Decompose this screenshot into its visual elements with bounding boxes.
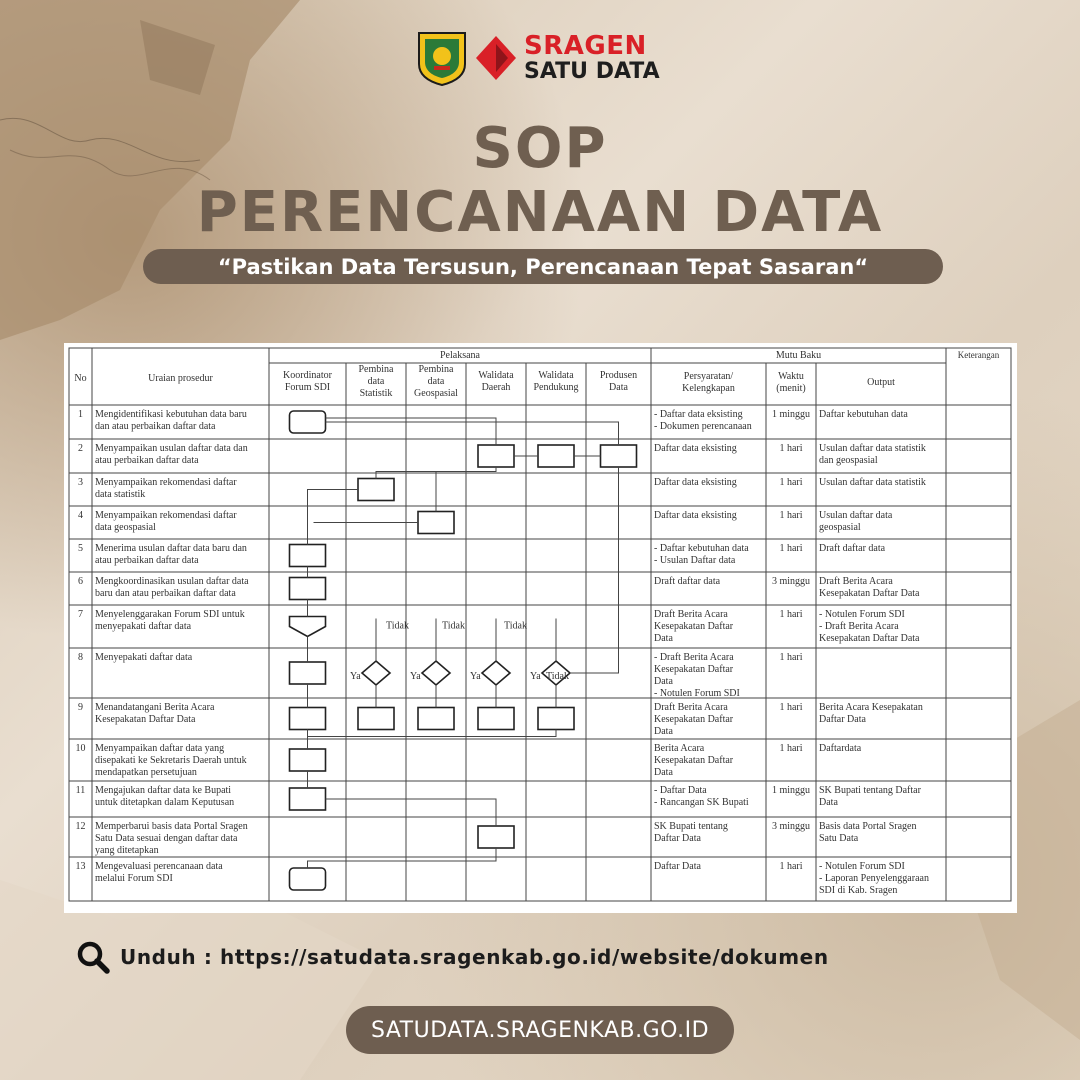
row-uraian: atau perbaikan daftar data xyxy=(95,555,199,566)
row-uraian: Menyampaikan rekomendasi daftar xyxy=(95,477,237,488)
flow-connector xyxy=(570,467,619,673)
header-mutu-baku: Mutu Baku xyxy=(775,350,822,361)
row-waktu: 3 minggu xyxy=(771,576,811,587)
row-uraian: data statistik xyxy=(95,489,146,500)
header-actor: Forum SDI xyxy=(284,382,331,393)
flow-process-box xyxy=(601,445,637,467)
row-waktu: 1 hari xyxy=(779,702,803,713)
header-actor: Walidata xyxy=(538,370,574,381)
flow-decision-diamond xyxy=(482,661,510,685)
flow-process-box xyxy=(290,545,326,567)
row-uraian: Mengkoordinasikan usulan daftar data xyxy=(95,576,249,587)
row-number: 2 xyxy=(78,443,83,454)
row-persyaratan: Data xyxy=(654,676,673,687)
brand-subtitle: SATU DATA xyxy=(524,59,660,84)
row-uraian: Menandatangani Berita Acara xyxy=(95,702,215,713)
row-uraian: yang ditetapkan xyxy=(95,845,159,856)
row-output: Data xyxy=(819,797,838,808)
row-output: - Draft Berita Acara xyxy=(819,621,899,632)
row-persyaratan: Data xyxy=(654,726,673,737)
row-persyaratan: Kesepakatan Daftar xyxy=(654,621,734,632)
header-actor: Statistik xyxy=(359,388,393,399)
row-output: Basis data Portal Sragen xyxy=(819,821,917,832)
row-number: 1 xyxy=(78,409,83,420)
page-title-line1: SOP xyxy=(472,116,608,181)
row-uraian: Mengidentifikasi kebutuhan data baru xyxy=(95,409,247,420)
header-actor: Daerah xyxy=(481,382,511,393)
row-uraian: Menyepakati daftar data xyxy=(95,652,193,663)
flow-label-ya: Ya xyxy=(470,671,481,682)
row-waktu: 1 minggu xyxy=(771,785,811,796)
row-output: Daftardata xyxy=(819,743,862,754)
row-uraian: baru dan atau perbaikan daftar data xyxy=(95,588,236,599)
header-no: No xyxy=(74,373,87,384)
website-link[interactable]: SATUDATA.SRAGENKAB.GO.ID xyxy=(346,1006,734,1054)
flow-label-tidak: Tidak xyxy=(504,620,527,632)
flow-start-terminal xyxy=(290,411,326,433)
header-actor: Data xyxy=(609,382,628,393)
page-title-line2: PERENCANAAN DATA xyxy=(196,180,884,245)
flow-process-box xyxy=(418,512,454,534)
flow-decision-diamond xyxy=(422,661,450,685)
header-pelaksana: Pelaksana xyxy=(440,350,480,361)
row-output: Kesepakatan Daftar Data xyxy=(819,588,920,599)
flow-process-box xyxy=(290,662,326,684)
header-actor: data xyxy=(427,376,445,387)
sragen-seal-icon xyxy=(416,30,468,86)
flow-end-terminal xyxy=(290,868,326,890)
flow-process-box xyxy=(358,708,394,730)
row-uraian: menyepakati daftar data xyxy=(95,621,192,632)
row-waktu: 1 hari xyxy=(779,609,803,620)
row-number: 13 xyxy=(75,861,86,872)
search-icon xyxy=(76,940,110,974)
flow-connector xyxy=(326,799,497,826)
flow-process-box xyxy=(358,479,394,501)
row-output: Usulan daftar data statistik xyxy=(819,443,926,454)
header-actor: Pembina xyxy=(358,364,394,375)
row-uraian: Menyampaikan rekomendasi daftar xyxy=(95,510,237,521)
row-persyaratan: Data xyxy=(654,767,673,778)
tagline-badge: “Pastikan Data Tersusun, Perencanaan Tepat Sasaran“ xyxy=(143,249,943,284)
row-persyaratan: Kesepakatan Daftar xyxy=(654,664,734,675)
row-uraian: atau perbaikan daftar data xyxy=(95,455,199,466)
row-waktu: 1 minggu xyxy=(771,409,811,420)
flow-connector xyxy=(326,422,619,445)
row-persyaratan: Daftar data eksisting xyxy=(654,443,737,454)
flow-process-box xyxy=(478,445,514,467)
row-uraian: Memperbarui basis data Portal Sragen xyxy=(95,821,248,832)
row-uraian: dan atau perbaikan daftar data xyxy=(95,421,216,432)
row-persyaratan: - Rancangan SK Bupati xyxy=(654,797,749,808)
row-output: SDI di Kab. Sragen xyxy=(819,885,898,896)
row-uraian: Kesepakatan Daftar Data xyxy=(95,714,196,725)
row-persyaratan: - Daftar Data xyxy=(654,785,707,796)
row-number: 10 xyxy=(75,743,86,754)
row-output: geospasial xyxy=(819,522,861,533)
row-output: - Notulen Forum SDI xyxy=(819,609,905,620)
row-number: 6 xyxy=(78,576,83,587)
row-uraian: Mengajukan daftar data ke Bupati xyxy=(95,785,232,796)
row-uraian: Menyampaikan daftar data yang xyxy=(95,743,225,754)
row-uraian: Satu Data sesuai dengan daftar data xyxy=(95,833,238,844)
flow-process-box xyxy=(418,708,454,730)
row-uraian: data geospasial xyxy=(95,522,156,533)
header-persyaratan: Kelengkapan xyxy=(682,383,735,394)
flow-label-tidak: Tidak xyxy=(386,620,409,632)
row-persyaratan: - Daftar data eksisting xyxy=(654,409,743,420)
flow-process-box xyxy=(538,708,574,730)
row-persyaratan: Kesepakatan Daftar xyxy=(654,714,734,725)
row-number: 3 xyxy=(78,477,83,488)
row-uraian: Mengevaluasi perencanaan data xyxy=(95,861,223,872)
flow-connector xyxy=(308,848,497,868)
row-number: 4 xyxy=(78,510,83,521)
row-uraian: mendapatkan persetujuan xyxy=(95,767,197,778)
row-output: Satu Data xyxy=(819,833,859,844)
row-number: 11 xyxy=(75,785,86,796)
row-output: Daftar Data xyxy=(819,714,866,725)
flow-process-box xyxy=(290,708,326,730)
flow-process-box xyxy=(478,708,514,730)
row-output: Usulan daftar data xyxy=(819,510,893,521)
header-uraian: Uraian prosedur xyxy=(148,373,213,384)
flow-label-tidak: Tidak xyxy=(546,671,569,682)
row-number: 9 xyxy=(78,702,83,713)
header-actor: Pembina xyxy=(418,364,454,375)
row-output: Draft Berita Acara xyxy=(819,576,893,587)
flow-decision-diamond xyxy=(362,661,390,685)
brand-name: SRAGEN xyxy=(524,31,647,61)
row-output: dan geospasial xyxy=(819,455,878,466)
row-persyaratan: Berita Acara xyxy=(654,743,705,754)
row-persyaratan: - Daftar kebutuhan data xyxy=(654,543,749,554)
row-waktu: 1 hari xyxy=(779,652,803,663)
flow-process-box xyxy=(290,749,326,771)
flow-forum-shape xyxy=(290,617,326,637)
header-waktu: Waktu xyxy=(778,371,804,382)
flow-label-ya: Ya xyxy=(350,671,361,682)
flow-process-box xyxy=(290,578,326,600)
row-uraian: Menyampaikan usulan daftar data dan xyxy=(95,443,248,454)
row-output: Kesepakatan Daftar Data xyxy=(819,633,920,644)
row-output: Usulan daftar data statistik xyxy=(819,477,926,488)
row-persyaratan: Draft daftar data xyxy=(654,576,721,587)
header-actor: Pendukung xyxy=(533,382,579,393)
header-actor: data xyxy=(367,376,385,387)
row-waktu: 1 hari xyxy=(779,743,803,754)
logo-row xyxy=(416,30,660,86)
download-label: Unduh : https://satudata.sragenkab.go.id/website/dokumen xyxy=(120,945,829,969)
row-waktu: 1 hari xyxy=(779,543,803,554)
header-keterangan: Keterangan xyxy=(957,350,1000,360)
header-waktu: (menit) xyxy=(776,383,806,394)
flow-connector xyxy=(308,490,359,545)
row-waktu: 1 hari xyxy=(779,443,803,454)
row-number: 7 xyxy=(78,609,83,620)
header-persyaratan: Persyaratan/ xyxy=(683,371,734,382)
row-waktu: 1 hari xyxy=(779,510,803,521)
row-persyaratan: - Usulan Daftar data xyxy=(654,555,736,566)
row-waktu: 1 hari xyxy=(779,477,803,488)
row-persyaratan: Draft Berita Acara xyxy=(654,609,728,620)
sop-flowchart-document xyxy=(64,343,1017,913)
row-persyaratan: Draft Berita Acara xyxy=(654,702,728,713)
row-persyaratan: Daftar Data xyxy=(654,861,701,872)
row-persyaratan: Kesepakatan Daftar xyxy=(654,755,734,766)
row-persyaratan: Daftar Data xyxy=(654,833,701,844)
row-uraian: disepakati ke Sekretaris Daerah untuk xyxy=(95,755,247,766)
flow-process-box xyxy=(478,826,514,848)
row-number: 12 xyxy=(75,821,86,832)
row-persyaratan: Data xyxy=(654,633,673,644)
row-uraian: Menyelenggarakan Forum SDI untuk xyxy=(95,609,245,620)
row-persyaratan: Daftar data eksisting xyxy=(654,477,737,488)
row-uraian: melalui Forum SDI xyxy=(95,873,173,884)
header-actor: Koordinator xyxy=(283,370,332,381)
row-waktu: 3 minggu xyxy=(771,821,811,832)
header-actor: Walidata xyxy=(478,370,514,381)
row-output: Daftar kebutuhan data xyxy=(819,409,908,420)
row-persyaratan: Daftar data eksisting xyxy=(654,510,737,521)
row-persyaratan: - Draft Berita Acara xyxy=(654,652,734,663)
flow-label-tidak: Tidak xyxy=(442,620,465,632)
header-output: Output xyxy=(867,377,895,388)
row-persyaratan: SK Bupati tentang xyxy=(654,821,728,832)
row-number: 8 xyxy=(78,652,83,663)
brand-mark-icon xyxy=(474,34,518,82)
row-output: - Notulen Forum SDI xyxy=(819,861,905,872)
flow-process-box xyxy=(538,445,574,467)
row-output: Berita Acara Kesepakatan xyxy=(819,702,923,713)
row-uraian: untuk ditetapkan dalam Keputusan xyxy=(95,797,235,808)
row-waktu: 1 hari xyxy=(779,861,803,872)
row-number: 5 xyxy=(78,543,83,554)
row-output: - Laporan Penyelenggaraan xyxy=(819,873,929,884)
flow-connector xyxy=(308,730,557,737)
row-uraian: Menerima usulan daftar data baru dan xyxy=(95,543,247,554)
row-persyaratan: - Dokumen perencanaan xyxy=(654,421,752,432)
download-link[interactable] xyxy=(76,940,829,974)
flow-label-ya: Ya xyxy=(410,671,421,682)
flow-process-box xyxy=(290,788,326,810)
header-actor: Geospasial xyxy=(414,388,458,399)
header-actor: Produsen xyxy=(599,370,638,381)
row-output: SK Bupati tentang Daftar xyxy=(819,785,921,796)
flow-label-ya: Ya xyxy=(530,671,541,682)
row-output: Draft daftar data xyxy=(819,543,886,554)
row-persyaratan: - Notulen Forum SDI xyxy=(654,688,740,699)
sop-table xyxy=(64,343,1017,913)
